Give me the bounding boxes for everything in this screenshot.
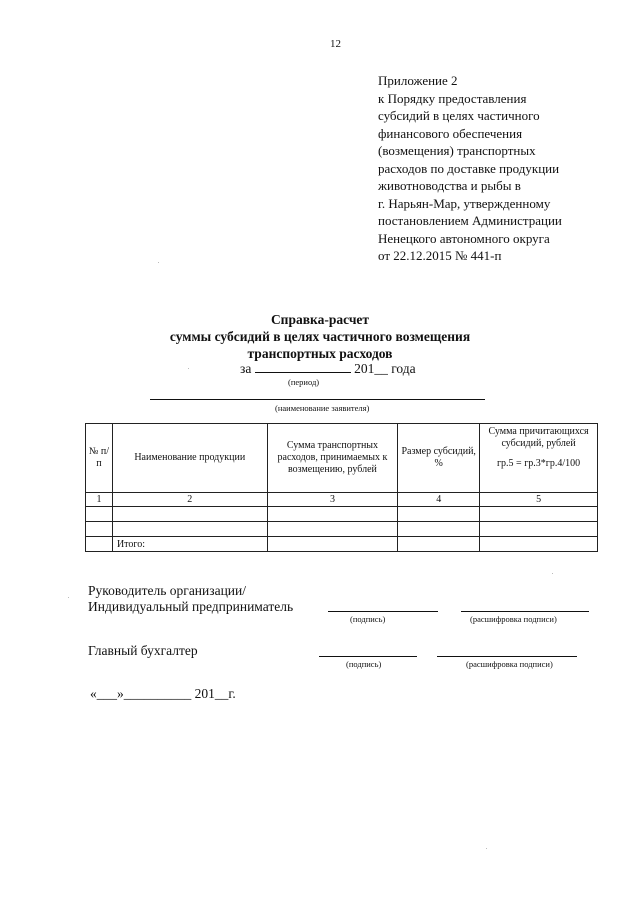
appendix-line: Приложение 2 bbox=[378, 73, 458, 88]
table-header-row bbox=[86, 424, 598, 493]
signature-label: (подпись) bbox=[350, 614, 386, 624]
column-number: 3 bbox=[267, 493, 398, 507]
period-field[interactable] bbox=[255, 359, 351, 373]
table-cell[interactable] bbox=[86, 537, 113, 552]
column-number: 2 bbox=[112, 493, 267, 507]
scan-speck bbox=[486, 848, 487, 849]
table-row bbox=[86, 507, 598, 522]
scan-speck bbox=[158, 262, 159, 263]
head-signature-field[interactable] bbox=[328, 611, 438, 612]
appendix-line: финансового обеспечения bbox=[378, 125, 523, 141]
table-cell[interactable] bbox=[267, 507, 398, 522]
total-label: Итого: bbox=[112, 537, 267, 552]
head-title-line1: Руководитель организации/ bbox=[88, 583, 247, 598]
date-line[interactable]: «___»__________ 201__г. bbox=[90, 686, 236, 701]
appendix-line: от 22.12.2015 № 441-п bbox=[378, 248, 502, 263]
document-title: Справка-расчет bbox=[270, 312, 370, 327]
header-cell: Сумма транспортных расходов, принимаемых к возмещению, рублей bbox=[267, 424, 398, 493]
header-cell bbox=[480, 424, 598, 493]
accountant-decode-field[interactable] bbox=[437, 656, 577, 657]
table-cell[interactable] bbox=[480, 507, 598, 522]
scan-speck bbox=[68, 597, 69, 598]
header-cell: Наименование продукции bbox=[112, 424, 267, 493]
appendix-line: (возмещения) транспортных bbox=[378, 143, 536, 158]
accountant-signature-field[interactable] bbox=[319, 656, 417, 657]
document-subtitle-2: транспортных расходов bbox=[247, 346, 393, 361]
document-subtitle: суммы субсидий в целях частичного возмещения bbox=[169, 329, 471, 344]
header-cell: Размер субсидий, % bbox=[398, 424, 480, 493]
table-cell[interactable] bbox=[86, 507, 113, 522]
appendix-line: постановлением Администрации bbox=[378, 213, 562, 228]
decode-label: (расшифровка подписи) bbox=[466, 659, 553, 669]
period-prefix: за bbox=[240, 361, 252, 376]
table-cell[interactable] bbox=[267, 522, 398, 537]
total-row bbox=[86, 537, 598, 552]
scan-speck bbox=[552, 573, 553, 574]
period-year: 201__ года bbox=[354, 361, 416, 376]
period-label: (период) bbox=[288, 377, 320, 387]
header-cell-text: Сумма причитающихся субсидий, рублей bbox=[488, 426, 589, 449]
head-title-line2: Индивидуальный предприниматель bbox=[88, 599, 294, 614]
calculation-table bbox=[85, 423, 598, 552]
header-cell: № п/п bbox=[86, 424, 113, 493]
appendix-line: субсидий в целях частичного bbox=[378, 108, 540, 123]
table-cell[interactable] bbox=[86, 522, 113, 537]
table-cell[interactable] bbox=[112, 507, 267, 522]
table-cell[interactable] bbox=[398, 537, 480, 552]
table-cell[interactable] bbox=[398, 507, 480, 522]
scan-speck bbox=[188, 368, 189, 369]
appendix-line: к Порядку предоставления bbox=[378, 90, 527, 106]
appendix-line: Ненецкого автономного округа bbox=[378, 230, 550, 246]
table-cell[interactable] bbox=[398, 522, 480, 537]
table-cell[interactable] bbox=[480, 522, 598, 537]
column-number: 1 bbox=[86, 493, 113, 507]
applicant-field[interactable] bbox=[150, 399, 485, 400]
appendix-line: животноводства и рыбы в bbox=[378, 178, 521, 193]
period-line bbox=[240, 359, 416, 377]
table-cell[interactable] bbox=[267, 537, 398, 552]
decode-label: (расшифровка подписи) bbox=[470, 614, 557, 624]
column-number: 5 bbox=[480, 493, 598, 507]
formula-text: гр.5 = гр.3*гр.4/100 bbox=[496, 458, 581, 469]
signature-label: (подпись) bbox=[346, 659, 382, 669]
table-cell[interactable] bbox=[112, 522, 267, 537]
head-decode-field[interactable] bbox=[461, 611, 589, 612]
column-number-row bbox=[86, 493, 598, 507]
appendix-line: расходов по доставке продукции bbox=[378, 160, 560, 176]
applicant-label: (наименование заявителя) bbox=[275, 403, 370, 413]
accountant-title: Главный бухгалтер bbox=[88, 643, 198, 658]
page-number: 12 bbox=[330, 38, 341, 50]
column-number: 4 bbox=[398, 493, 480, 507]
table-cell[interactable] bbox=[480, 537, 598, 552]
table-row bbox=[86, 522, 598, 537]
appendix-line: г. Нарьян-Мар, утвержденному bbox=[378, 195, 551, 211]
appendix-block bbox=[378, 72, 618, 265]
